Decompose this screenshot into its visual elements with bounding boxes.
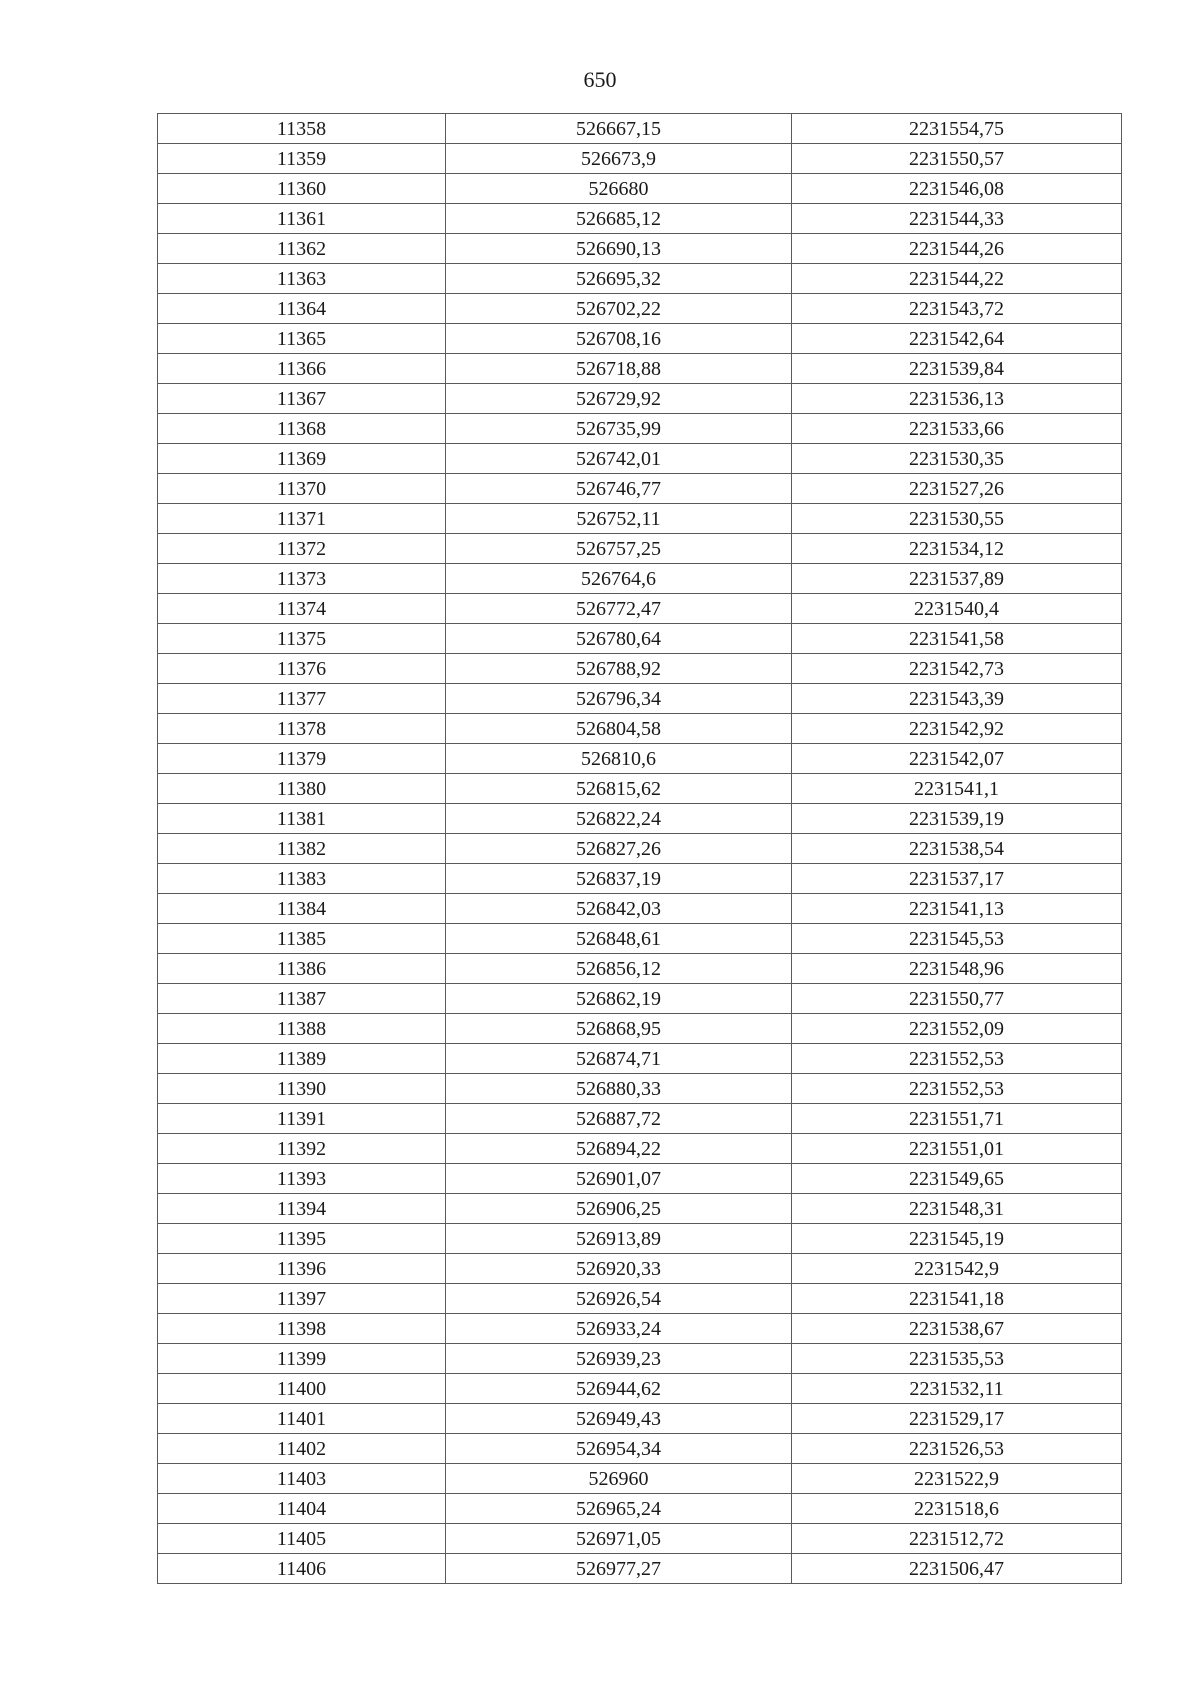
table-row (158, 624, 1122, 654)
table-row (158, 1194, 1122, 1224)
y-coordinate-cell: 2231548,96 (792, 954, 1122, 984)
table-row (158, 1404, 1122, 1434)
x-coordinate-cell: 526680 (446, 174, 792, 204)
table-row (158, 294, 1122, 324)
point-number-cell: 11406 (158, 1554, 446, 1584)
point-number-cell: 11395 (158, 1224, 446, 1254)
table-row (158, 204, 1122, 234)
y-coordinate-cell: 2231552,09 (792, 1014, 1122, 1044)
point-number-cell: 11392 (158, 1134, 446, 1164)
y-coordinate-cell: 2231551,01 (792, 1134, 1122, 1164)
x-coordinate-cell: 526822,24 (446, 804, 792, 834)
x-coordinate-cell: 526667,15 (446, 114, 792, 144)
table-row (158, 684, 1122, 714)
y-coordinate-cell: 2231544,22 (792, 264, 1122, 294)
x-coordinate-cell: 526837,19 (446, 864, 792, 894)
x-coordinate-cell: 526874,71 (446, 1044, 792, 1074)
point-number-cell: 11368 (158, 414, 446, 444)
x-coordinate-cell: 526815,62 (446, 774, 792, 804)
table-row (158, 1014, 1122, 1044)
y-coordinate-cell: 2231518,6 (792, 1494, 1122, 1524)
x-coordinate-cell: 526954,34 (446, 1434, 792, 1464)
table-row (158, 1554, 1122, 1584)
y-coordinate-cell: 2231539,84 (792, 354, 1122, 384)
x-coordinate-cell: 526764,6 (446, 564, 792, 594)
point-number-cell: 11387 (158, 984, 446, 1014)
x-coordinate-cell: 526757,25 (446, 534, 792, 564)
x-coordinate-cell: 526960 (446, 1464, 792, 1494)
x-coordinate-cell: 526913,89 (446, 1224, 792, 1254)
x-coordinate-cell: 526880,33 (446, 1074, 792, 1104)
point-number-cell: 11402 (158, 1434, 446, 1464)
table-row (158, 564, 1122, 594)
point-number-cell: 11404 (158, 1494, 446, 1524)
table-row (158, 414, 1122, 444)
x-coordinate-cell: 526685,12 (446, 204, 792, 234)
x-coordinate-cell: 526780,64 (446, 624, 792, 654)
x-coordinate-cell: 526788,92 (446, 654, 792, 684)
y-coordinate-cell: 2231549,65 (792, 1164, 1122, 1194)
point-number-cell: 11386 (158, 954, 446, 984)
y-coordinate-cell: 2231537,89 (792, 564, 1122, 594)
table-row (158, 354, 1122, 384)
y-coordinate-cell: 2231533,66 (792, 414, 1122, 444)
y-coordinate-cell: 2231554,75 (792, 114, 1122, 144)
table-row (158, 534, 1122, 564)
table-row (158, 1494, 1122, 1524)
point-number-cell: 11369 (158, 444, 446, 474)
x-coordinate-cell: 526752,11 (446, 504, 792, 534)
x-coordinate-cell: 526862,19 (446, 984, 792, 1014)
point-number-cell: 11376 (158, 654, 446, 684)
y-coordinate-cell: 2231545,53 (792, 924, 1122, 954)
y-coordinate-cell: 2231529,17 (792, 1404, 1122, 1434)
table-row (158, 1044, 1122, 1074)
table-row (158, 924, 1122, 954)
table-row (158, 1434, 1122, 1464)
y-coordinate-cell: 2231506,47 (792, 1554, 1122, 1584)
table-row (158, 834, 1122, 864)
point-number-cell: 11370 (158, 474, 446, 504)
point-number-cell: 11364 (158, 294, 446, 324)
table-row (158, 1104, 1122, 1134)
x-coordinate-cell: 526868,95 (446, 1014, 792, 1044)
point-number-cell: 11396 (158, 1254, 446, 1284)
point-number-cell: 11372 (158, 534, 446, 564)
x-coordinate-cell: 526933,24 (446, 1314, 792, 1344)
x-coordinate-cell: 526920,33 (446, 1254, 792, 1284)
x-coordinate-cell: 526695,32 (446, 264, 792, 294)
point-number-cell: 11390 (158, 1074, 446, 1104)
point-number-cell: 11371 (158, 504, 446, 534)
y-coordinate-cell: 2231526,53 (792, 1434, 1122, 1464)
table-row (158, 984, 1122, 1014)
y-coordinate-cell: 2231550,77 (792, 984, 1122, 1014)
table-row (158, 264, 1122, 294)
x-coordinate-cell: 526949,43 (446, 1404, 792, 1434)
table-row (158, 174, 1122, 204)
point-number-cell: 11383 (158, 864, 446, 894)
table-row (158, 774, 1122, 804)
point-number-cell: 11403 (158, 1464, 446, 1494)
x-coordinate-cell: 526965,24 (446, 1494, 792, 1524)
point-number-cell: 11379 (158, 744, 446, 774)
y-coordinate-cell: 2231530,55 (792, 504, 1122, 534)
y-coordinate-cell: 2231538,54 (792, 834, 1122, 864)
y-coordinate-cell: 2231536,13 (792, 384, 1122, 414)
y-coordinate-cell: 2231512,72 (792, 1524, 1122, 1554)
x-coordinate-cell: 526735,99 (446, 414, 792, 444)
y-coordinate-cell: 2231527,26 (792, 474, 1122, 504)
x-coordinate-cell: 526729,92 (446, 384, 792, 414)
x-coordinate-cell: 526673,9 (446, 144, 792, 174)
x-coordinate-cell: 526887,72 (446, 1104, 792, 1134)
x-coordinate-cell: 526906,25 (446, 1194, 792, 1224)
y-coordinate-cell: 2231542,9 (792, 1254, 1122, 1284)
table-row (158, 1074, 1122, 1104)
table-body (158, 114, 1122, 1584)
y-coordinate-cell: 2231537,17 (792, 864, 1122, 894)
y-coordinate-cell: 2231552,53 (792, 1044, 1122, 1074)
x-coordinate-cell: 526690,13 (446, 234, 792, 264)
table-row (158, 444, 1122, 474)
point-number-cell: 11398 (158, 1314, 446, 1344)
x-coordinate-cell: 526901,07 (446, 1164, 792, 1194)
y-coordinate-cell: 2231541,1 (792, 774, 1122, 804)
x-coordinate-cell: 526939,23 (446, 1344, 792, 1374)
table-row (158, 714, 1122, 744)
table-row (158, 1524, 1122, 1554)
y-coordinate-cell: 2231548,31 (792, 1194, 1122, 1224)
point-number-cell: 11381 (158, 804, 446, 834)
x-coordinate-cell: 526804,58 (446, 714, 792, 744)
point-number-cell: 11361 (158, 204, 446, 234)
point-number-cell: 11377 (158, 684, 446, 714)
table-row (158, 1254, 1122, 1284)
y-coordinate-cell: 2231541,13 (792, 894, 1122, 924)
point-number-cell: 11365 (158, 324, 446, 354)
y-coordinate-cell: 2231539,19 (792, 804, 1122, 834)
table-row (158, 144, 1122, 174)
point-number-cell: 11400 (158, 1374, 446, 1404)
table-row (158, 114, 1122, 144)
table-row (158, 474, 1122, 504)
y-coordinate-cell: 2231522,9 (792, 1464, 1122, 1494)
y-coordinate-cell: 2231530,35 (792, 444, 1122, 474)
x-coordinate-cell: 526926,54 (446, 1284, 792, 1314)
x-coordinate-cell: 526944,62 (446, 1374, 792, 1404)
x-coordinate-cell: 526810,6 (446, 744, 792, 774)
point-number-cell: 11362 (158, 234, 446, 264)
point-number-cell: 11384 (158, 894, 446, 924)
table-row (158, 1314, 1122, 1344)
table-row (158, 864, 1122, 894)
y-coordinate-cell: 2231544,33 (792, 204, 1122, 234)
y-coordinate-cell: 2231544,26 (792, 234, 1122, 264)
y-coordinate-cell: 2231543,39 (792, 684, 1122, 714)
x-coordinate-cell: 526772,47 (446, 594, 792, 624)
coordinates-table (157, 113, 1122, 1584)
y-coordinate-cell: 2231552,53 (792, 1074, 1122, 1104)
table-row (158, 804, 1122, 834)
point-number-cell: 11367 (158, 384, 446, 414)
x-coordinate-cell: 526848,61 (446, 924, 792, 954)
y-coordinate-cell: 2231535,53 (792, 1344, 1122, 1374)
point-number-cell: 11397 (158, 1284, 446, 1314)
point-number-cell: 11380 (158, 774, 446, 804)
point-number-cell: 11375 (158, 624, 446, 654)
point-number-cell: 11389 (158, 1044, 446, 1074)
point-number-cell: 11358 (158, 114, 446, 144)
y-coordinate-cell: 2231545,19 (792, 1224, 1122, 1254)
table-row (158, 1284, 1122, 1314)
y-coordinate-cell: 2231540,4 (792, 594, 1122, 624)
x-coordinate-cell: 526827,26 (446, 834, 792, 864)
point-number-cell: 11359 (158, 144, 446, 174)
point-number-cell: 11366 (158, 354, 446, 384)
x-coordinate-cell: 526746,77 (446, 474, 792, 504)
x-coordinate-cell: 526894,22 (446, 1134, 792, 1164)
page-number: 650 (583, 67, 617, 92)
table-row (158, 384, 1122, 414)
x-coordinate-cell: 526977,27 (446, 1554, 792, 1584)
y-coordinate-cell: 2231550,57 (792, 144, 1122, 174)
table-row (158, 954, 1122, 984)
x-coordinate-cell: 526842,03 (446, 894, 792, 924)
x-coordinate-cell: 526742,01 (446, 444, 792, 474)
point-number-cell: 11399 (158, 1344, 446, 1374)
x-coordinate-cell: 526718,88 (446, 354, 792, 384)
table-row (158, 654, 1122, 684)
table-row (158, 594, 1122, 624)
table-row (158, 1344, 1122, 1374)
x-coordinate-cell: 526971,05 (446, 1524, 792, 1554)
x-coordinate-cell: 526702,22 (446, 294, 792, 324)
y-coordinate-cell: 2231542,92 (792, 714, 1122, 744)
point-number-cell: 11401 (158, 1404, 446, 1434)
point-number-cell: 11363 (158, 264, 446, 294)
point-number-cell: 11374 (158, 594, 446, 624)
table-row (158, 504, 1122, 534)
y-coordinate-cell: 2231541,58 (792, 624, 1122, 654)
table-row (158, 744, 1122, 774)
y-coordinate-cell: 2231534,12 (792, 534, 1122, 564)
point-number-cell: 11360 (158, 174, 446, 204)
point-number-cell: 11391 (158, 1104, 446, 1134)
point-number-cell: 11388 (158, 1014, 446, 1044)
point-number-cell: 11393 (158, 1164, 446, 1194)
table-row (158, 1224, 1122, 1254)
table-row (158, 234, 1122, 264)
table-row (158, 1464, 1122, 1494)
y-coordinate-cell: 2231532,11 (792, 1374, 1122, 1404)
point-number-cell: 11394 (158, 1194, 446, 1224)
x-coordinate-cell: 526796,34 (446, 684, 792, 714)
point-number-cell: 11373 (158, 564, 446, 594)
y-coordinate-cell: 2231538,67 (792, 1314, 1122, 1344)
point-number-cell: 11378 (158, 714, 446, 744)
y-coordinate-cell: 2231542,64 (792, 324, 1122, 354)
point-number-cell: 11385 (158, 924, 446, 954)
x-coordinate-cell: 526856,12 (446, 954, 792, 984)
table-row (158, 1374, 1122, 1404)
point-number-cell: 11405 (158, 1524, 446, 1554)
table-row (158, 1164, 1122, 1194)
y-coordinate-cell: 2231541,18 (792, 1284, 1122, 1314)
y-coordinate-cell: 2231542,07 (792, 744, 1122, 774)
y-coordinate-cell: 2231546,08 (792, 174, 1122, 204)
y-coordinate-cell: 2231542,73 (792, 654, 1122, 684)
y-coordinate-cell: 2231543,72 (792, 294, 1122, 324)
table-row (158, 894, 1122, 924)
y-coordinate-cell: 2231551,71 (792, 1104, 1122, 1134)
table-row (158, 1134, 1122, 1164)
table-row (158, 324, 1122, 354)
point-number-cell: 11382 (158, 834, 446, 864)
x-coordinate-cell: 526708,16 (446, 324, 792, 354)
